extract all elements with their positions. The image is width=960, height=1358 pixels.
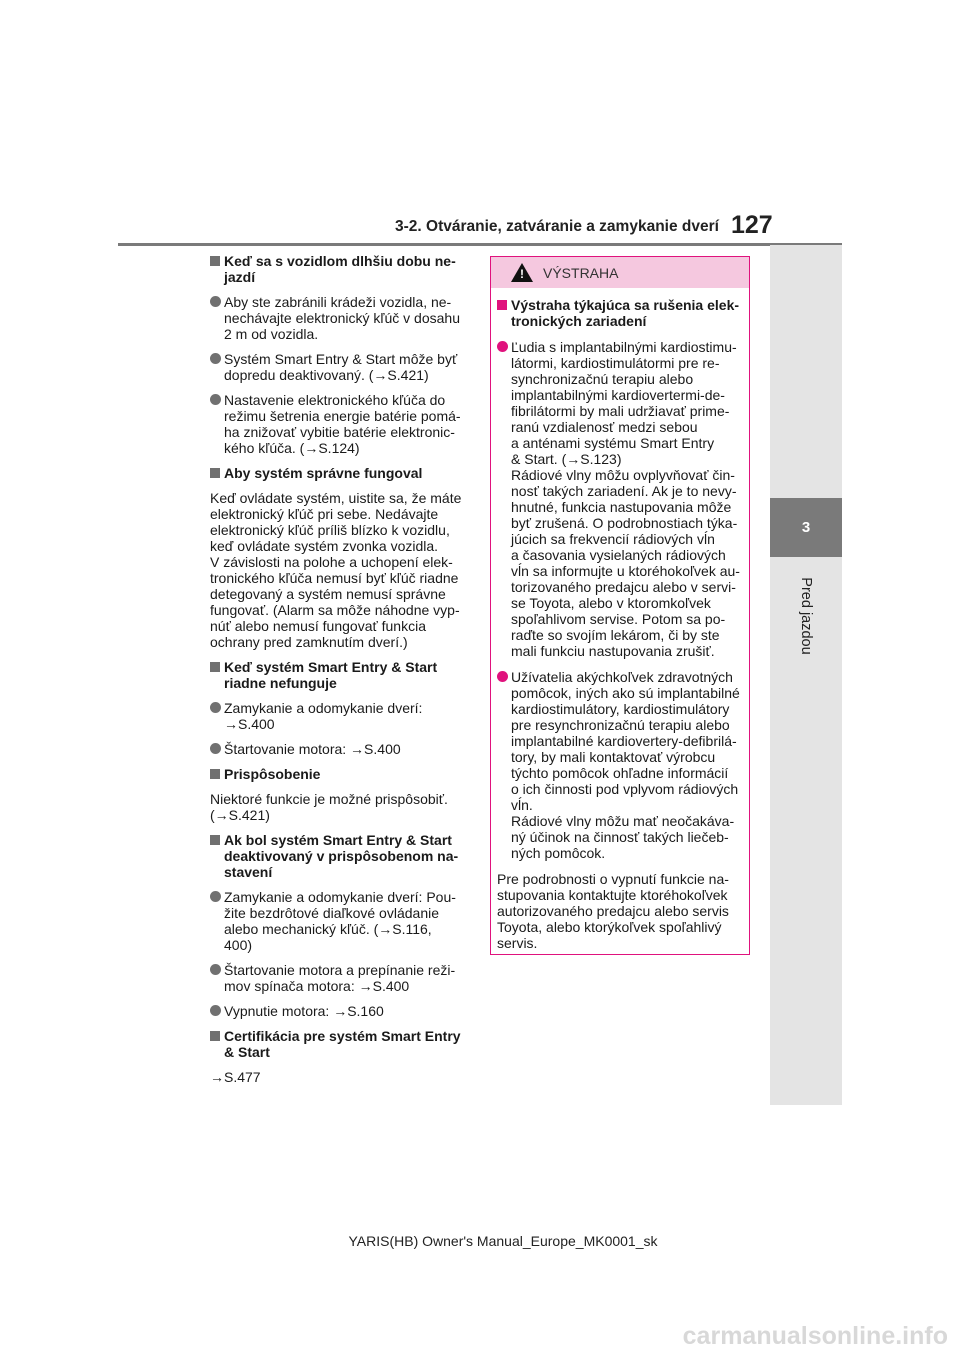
- item-text: Ak bol systém Smart Entry & Start deaktivovaný v prispôsobenom na- stavení: [224, 832, 459, 880]
- item-text: Certifikácia pre systém Smart Entry & Start: [224, 1028, 461, 1060]
- square-bullet-icon: [210, 769, 220, 779]
- item-text: Prispôsobenie: [224, 766, 321, 782]
- item-text: Keď sa s vozidlom dlhšiu dobu ne- jazdí: [224, 253, 456, 285]
- square-bullet-icon: [497, 300, 507, 310]
- round-bullet-icon: [210, 1005, 221, 1016]
- item-text: Aby systém správne fungoval: [224, 465, 423, 481]
- subheading: [497, 297, 743, 329]
- square-bullet-icon: [210, 662, 220, 672]
- subheading: [210, 465, 468, 481]
- warning-triangle-icon: [511, 263, 533, 282]
- round-bullet-icon: [210, 702, 221, 713]
- subheading: [210, 832, 468, 880]
- bullet-item: [210, 741, 468, 757]
- footer-text: YARIS(HB) Owner's Manual_Europe_MK0001_sk: [348, 1233, 658, 1249]
- item-text: Nastavenie elektronického kľúča do režimu šetrenia energie batérie pomá- ha znižovať vybitie batérie elektronic- kého kľúča. (→S.124): [224, 392, 461, 456]
- square-bullet-icon: [210, 1031, 220, 1041]
- round-bullet-icon: [210, 891, 221, 902]
- round-bullet-icon: [210, 353, 221, 364]
- section-title: 3-2. Otváranie, zatváranie a zamykanie dverí: [395, 218, 719, 235]
- page-number: 127: [731, 211, 773, 239]
- item-text: →S.477: [210, 1069, 261, 1085]
- chapter-number-tab: 3: [770, 498, 842, 557]
- round-bullet-icon: [497, 341, 508, 352]
- bullet-item: [210, 889, 468, 953]
- square-bullet-icon: [210, 835, 220, 845]
- chapter-tab-bar: [770, 245, 842, 1105]
- item-text: Štartovanie motora: →S.400: [224, 741, 401, 757]
- round-bullet-icon: [210, 743, 221, 754]
- square-bullet-icon: [210, 256, 220, 266]
- bullet-item: [210, 700, 468, 732]
- item-text: Zamykanie a odomykanie dverí: →S.400: [224, 700, 423, 732]
- bullet-item: [210, 392, 468, 456]
- square-bullet-icon: [210, 468, 220, 478]
- round-bullet-icon: [210, 964, 221, 975]
- item-text: Keď systém Smart Entry & Start riadne nefunguje: [224, 659, 438, 691]
- bullet-item: [497, 339, 743, 659]
- bullet-item: [210, 351, 468, 383]
- paragraph: [210, 1069, 468, 1085]
- warning-body: [491, 288, 749, 951]
- left-column: [210, 253, 468, 1094]
- item-text: Systém Smart Entry & Start môže byť dopredu deaktivovaný. (→S.421): [224, 351, 458, 383]
- paragraph: [497, 871, 743, 951]
- round-bullet-icon: [497, 671, 508, 682]
- item-text: Vypnutie motora: →S.160: [224, 1003, 384, 1019]
- watermark: carmanualsonline.info: [682, 1322, 948, 1350]
- subheading: [210, 659, 468, 691]
- bullet-item: [210, 962, 468, 994]
- bullet-item: [497, 669, 743, 861]
- warning-header: [491, 257, 749, 288]
- paragraph: [210, 791, 468, 823]
- warning-title: VÝSTRAHA: [543, 264, 619, 281]
- footer: [0, 1233, 960, 1249]
- item-text: Pre podrobnosti o vypnutí funkcie na- stupovania kontaktujte ktoréhokoľvek autorizovaného predajcu alebo servis Toyota, alebo ktorýkoľvek spoľahlivý servis.: [497, 871, 729, 951]
- subheading: [210, 1028, 468, 1060]
- subheading: [210, 253, 468, 285]
- chapter-title: Pred jazdou: [798, 577, 814, 655]
- bullet-item: [210, 294, 468, 342]
- item-text: Výstraha týkajúca sa rušenia elek- tronických zariadení: [511, 297, 740, 329]
- item-text: Zamykanie a odomykanie dverí: Pou- žite bezdrôtové diaľkové ovládanie alebo mechanický kľúč. (→S.116, 400): [224, 889, 456, 953]
- bullet-item: [210, 1003, 468, 1019]
- warning-box: [490, 256, 750, 955]
- item-text: Užívatelia akýchkoľvek zdravotných pomôcok, iných ako sú implantabilné kardiostimulátory, kardiostimulátory pre resynchronizačnú terapiu alebo implantabilné kardiovertery-defibrilá- tory, by mali kontaktovať výrobcu týchto pomôcok ohľadne informácií o ich činnosti pod vplyvom rádiových vĺn. Rádiové vlny môžu mať neočakáva- ný účinok na činnosť takých liečeb- ných pomôcok.: [511, 669, 740, 861]
- item-text: Aby ste zabránili krádeži vozidla, ne- nechávajte elektronický kľúč v dosahu 2 m od vozidla.: [224, 294, 460, 342]
- item-text: Ľudia s implantabilnými kardiostimu- látormi, kardiostimulátormi pre re- synchronizačnú terapiu alebo implantabilnými kardiovertermi-de- fibrilátormi by mali udržiavať prime- ranú vzdialenosť medzi sebou a anténami systému Smart Entry & Start. (→S.123) Rádiové vlny môžu ovplyvňovať čin- nosť takých zariadení. Ak je to nevy- hnutné, funkcia nastupovania môže byť zrušená. O podrobnostiach týka- júcich sa frekvencií rádiových vĺn a časovania vysielaných rádiových vĺn sa informujte u ktoréhokoľvek au- torizovaného predajcu alebo v servi- se Toyota, alebo v ktoromkoľvek spoľahlivom servise. Potom sa po- raďte so svojím lekárom, či by ste mali funkciu nastupovania zrušiť.: [511, 339, 740, 659]
- subheading: [210, 766, 468, 782]
- header-divider: [118, 243, 842, 246]
- item-text: Keď ovládate systém, uistite sa, že máte elektronický kľúč pri sebe. Nedávajte elektronický kľúč príliš blízko k vozidlu, keď ovládate systém zvonka vozidla. V závislosti na polohe a uchopení elek- tronického kľúča nemusí byť kľúč riadne detegovaný a systém nemusí správne fungovať. (Alarm sa môže náhodne vyp- núť alebo nemusí fungovať funkcia ochrany pred zamknutím dverí.): [210, 490, 462, 650]
- round-bullet-icon: [210, 296, 221, 307]
- round-bullet-icon: [210, 394, 221, 405]
- item-text: Štartovanie motora a prepínanie reži- mov spínača motora: →S.400: [224, 962, 456, 994]
- paragraph: [210, 490, 468, 650]
- item-text: Niektoré funkcie je možné prispôsobiť. (→S.421): [210, 791, 448, 823]
